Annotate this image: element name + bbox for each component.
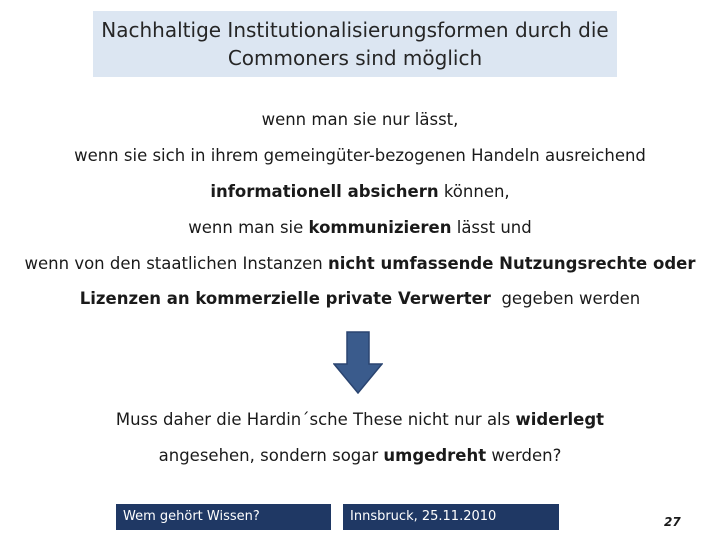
slide-title-line-2: Commoners sind möglich xyxy=(227,46,483,70)
footer-label-middle xyxy=(343,504,559,530)
body-line-5 xyxy=(0,254,720,273)
body-line-4 xyxy=(0,218,720,237)
down-arrow-icon xyxy=(333,331,383,394)
body-line-6-bold: Lizenzen an kommerzielle private Verwerter xyxy=(79,289,491,308)
conclusion-line-2 xyxy=(0,446,720,465)
body-line-5-pre: wenn von den staatlichen Instanzen xyxy=(24,254,328,273)
body-line-5-bold: nicht umfassende Nutzungsrechte oder xyxy=(328,254,696,273)
footer-label-left xyxy=(116,504,331,530)
page-number: 27 xyxy=(664,515,681,529)
body-line-6 xyxy=(0,289,720,308)
conclusion-line-2-bold: umgedreht xyxy=(383,446,487,465)
body-line-1 xyxy=(0,110,720,129)
body-line-3-bold: informationell absichern xyxy=(210,182,439,201)
conclusion-line-1-pre: Muss daher die Hardin´sche These nicht nur als xyxy=(115,410,516,429)
body-line-2-text: wenn sie sich in ihrem gemeingüter-bezogenen Handeln ausreichend xyxy=(74,146,646,165)
body-line-4-post: lässt und xyxy=(451,218,532,237)
footer-left-text: Wem gehört Wissen? xyxy=(123,509,260,524)
body-line-2 xyxy=(0,146,720,165)
conclusion-line-2-post: werden? xyxy=(486,446,562,465)
body-line-6-post: gegeben werden xyxy=(490,289,641,308)
footer-middle-text: Innsbruck, 25.11.2010 xyxy=(350,509,497,524)
conclusion-line-1-bold: widerlegt xyxy=(515,410,605,429)
conclusion-line-2-pre: angesehen, sondern sogar xyxy=(158,446,384,465)
body-line-4-bold: kommunizieren xyxy=(308,218,452,237)
slide-title-box xyxy=(93,11,617,77)
slide-title-line-1: Nachhaltige Institutionalisierungsformen durch die xyxy=(101,18,609,42)
body-line-3-rest: können, xyxy=(438,182,510,201)
body-line-1-text: wenn man sie nur lässt, xyxy=(261,110,459,129)
body-line-3 xyxy=(0,182,720,201)
body-line-4-pre: wenn man sie xyxy=(188,218,309,237)
conclusion-line-1 xyxy=(0,410,720,429)
